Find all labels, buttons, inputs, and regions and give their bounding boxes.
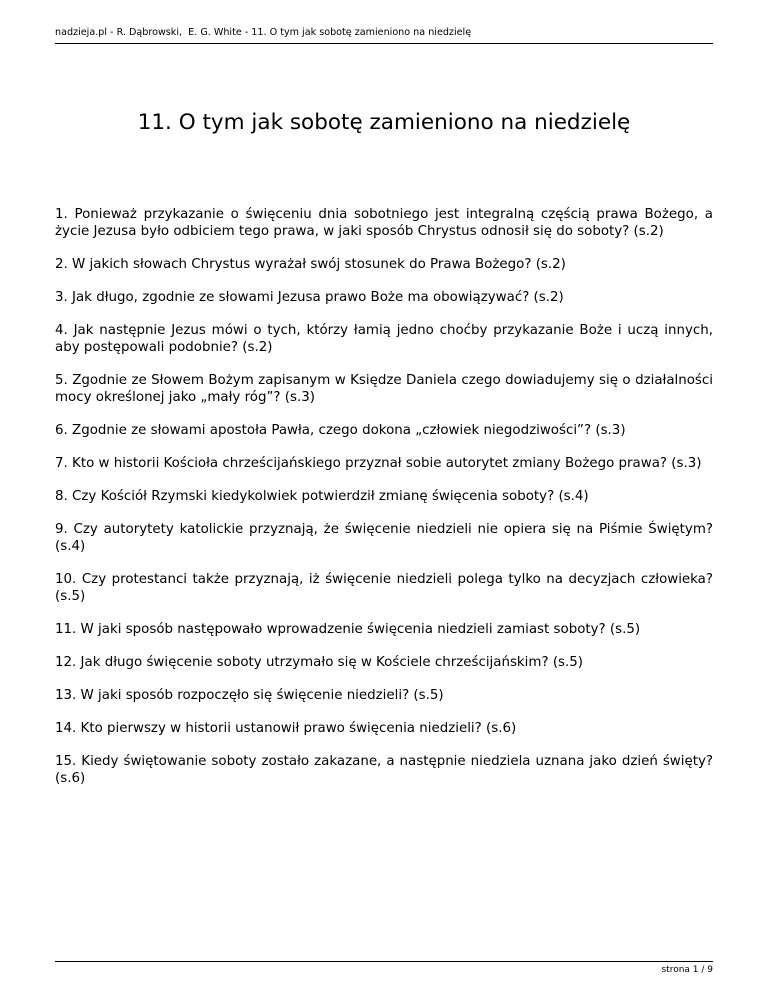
question-item: 1. Ponieważ przykazanie o święceniu dnia sobotniego jest integralną częścią prawa Bożego, a życie Jezusa było odbiciem tego prawa, w jaki sposób Chrystus odnosił się do soboty? (s.2)	[55, 207, 713, 239]
question-item: 2. W jakich słowach Chrystus wyrażał swój stosunek do Prawa Bożego? (s.2)	[55, 257, 566, 272]
question-item: 8. Czy Kościół Rzymski kiedykolwiek potwierdził zmianę święcenia soboty? (s.4)	[55, 489, 589, 504]
question-item: 5. Zgodnie ze Słowem Bożym zapisanym w Księdze Daniela czego dowiadujemy się o działalności mocy określonej jako „mały róg”? (s.3)	[55, 373, 713, 405]
footer-divider	[55, 961, 713, 962]
question-item: 11. W jaki sposób następowało wprowadzenie święcenia niedzieli zamiast soboty? (s.5)	[55, 622, 641, 637]
page-header: nadzieja.pl - R. Dąbrowski, E. G. White - 11. O tym jak sobotę zamieniono na niedzielę	[55, 27, 472, 38]
header-divider	[55, 43, 713, 44]
question-item: 3. Jak długo, zgodnie ze słowami Jezusa prawo Boże ma obowiązywać? (s.2)	[55, 290, 564, 305]
question-item: 9. Czy autorytety katolickie przyznają, że święcenie niedzieli nie opiera się na Piśmie Świętym? (s.4)	[55, 522, 713, 554]
question-list	[55, 206, 713, 803]
question-item: 10. Czy protestanci także przyznają, iż święcenie niedzieli polega tylko na decyzjach człowieka? (s.5)	[55, 572, 713, 604]
question-item: 14. Kto pierwszy w historii ustanowił prawo święcenia niedzieli? (s.6)	[55, 721, 517, 736]
question-item: 15. Kiedy świętowanie soboty zostało zakazane, a następnie niedziela uznana jako dzień święty? (s.6)	[55, 754, 713, 786]
page-title: 11. O tym jak sobotę zamieniono na niedzielę	[137, 110, 631, 135]
question-item: 4. Jak następnie Jezus mówi o tych, którzy łamią jedno choćby przykazanie Boże i uczą innych, aby postępowali podobnie? (s.2)	[55, 323, 713, 355]
question-item: 12. Jak długo święcenie soboty utrzymało się w Kościele chrześcijańskim? (s.5)	[55, 655, 584, 670]
question-item: 13. W jaki sposób rozpoczęło się święcenie niedzieli? (s.5)	[55, 688, 444, 703]
question-item: 6. Zgodnie ze słowami apostoła Pawła, czego dokona „człowiek niegodziwości”? (s.3)	[55, 423, 626, 438]
question-item: 7. Kto w historii Kościoła chrześcijańskiego przyznał sobie autorytet zmiany Bożego prawa? (s.3)	[55, 456, 702, 471]
page-number: strona 1 / 9	[661, 965, 713, 975]
